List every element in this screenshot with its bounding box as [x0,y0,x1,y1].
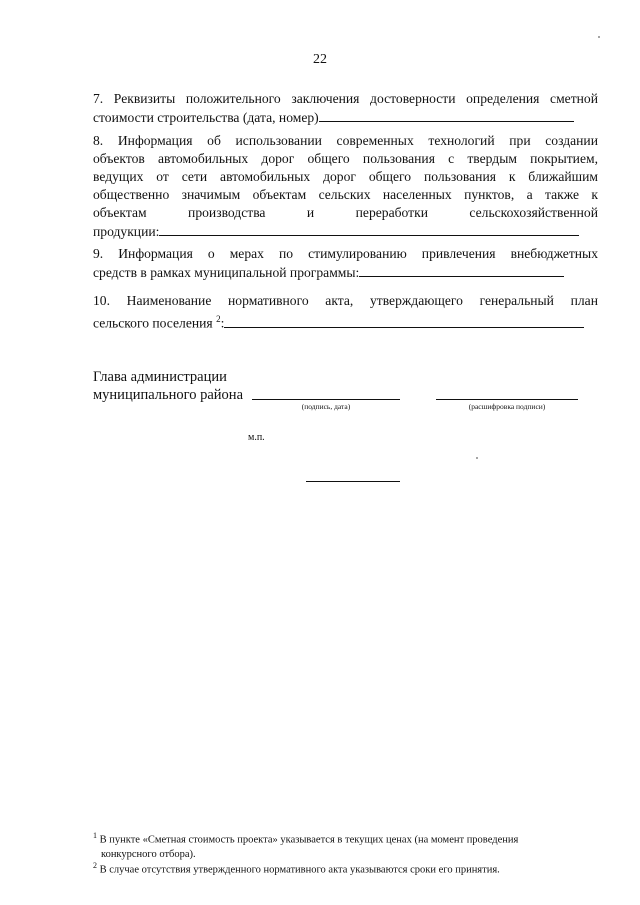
item-7-label: стоимости строительства (дата, номер) [93,110,319,125]
item-7 [93,90,598,127]
footnote-1-text: В пункте «Сметная стоимость проекта» указывается в текущих ценах (на момент проведения [99,834,519,846]
separator-line [306,481,400,482]
signature-caption: (подпись, дата) [301,402,351,411]
footnote-2-text: В случае отсутствия утвержденного нормативного акта указываются сроки его принятия. [99,864,500,876]
scan-speck [476,457,478,459]
scan-speck [598,36,600,38]
signature-title-line-2: муниципального района [93,387,243,403]
footnote-mark-2: 2 [93,861,97,870]
item-8-fill-line [159,222,579,236]
decode-line [436,399,578,400]
item-9-line-1: 9. Информация о мерах по стимулированию привлечения внебюджетных [93,246,598,261]
item-8-line-1: 8. Информация об использовании современных технологий при создании [93,133,598,148]
item-10-label: сельского поселения [93,315,217,331]
footnote-1-text-cont: конкурсного отбора). [101,848,196,860]
footnote-ref-2: 2 [216,314,221,324]
item-10 [93,292,598,333]
item-10-line-2 [93,310,598,333]
stamp-label: м.п. [248,432,265,443]
item-8-line-2: объектов автомобильных дорог общего пользования с твердым покрытием, [93,151,598,166]
footnote-1 [93,829,603,862]
item-8-line-4: общественно значимым объектам сельских населенных пунктов, а также к [93,187,598,202]
item-8-label: продукции: [93,224,160,239]
item-9-label: средств в рамках муниципальной программы: [93,265,360,280]
item-10-colon: : [220,315,225,331]
footnote-2 [93,859,603,878]
item-8-line-6 [93,222,598,241]
item-7-fill-line [319,108,574,122]
item-7-line-1: 7. Реквизиты положительного заключения достоверности определения сметной [93,91,598,106]
item-9 [93,245,598,282]
decode-caption: (расшифровка подписи) [468,402,546,411]
item-10-fill-line [224,314,584,328]
signature-line [252,399,400,400]
item-9-line-2 [93,263,598,282]
item-10-line-1: 10. Наименование нормативного акта, утверждающего генеральный план [93,293,598,308]
footnote-mark-1: 1 [93,831,97,840]
signature-title-line-1: Глава администрации [93,369,227,385]
item-9-fill-line [359,263,564,277]
item-7-line-2 [93,108,598,127]
item-8-line-5: объектам производства и переработки сельскохозяйственной [93,205,598,220]
page-number: 22 [313,52,327,67]
signature-title [93,368,243,404]
item-8-line-3: ведущих от сети автомобильных дорог общего пользования к ближайшим [93,169,598,184]
item-8 [93,132,598,241]
